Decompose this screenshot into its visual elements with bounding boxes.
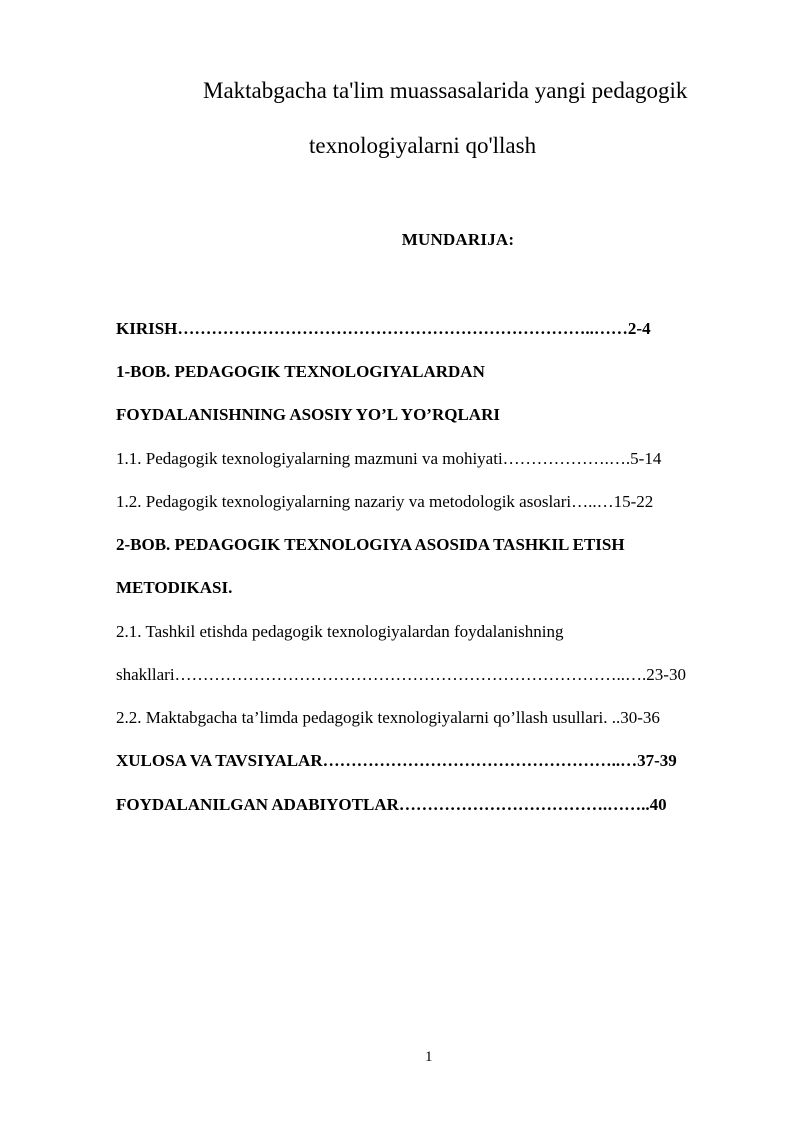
document-title-line-1: Maktabgacha ta'lim muassasalarida yangi pedagogik <box>203 78 688 103</box>
toc-entry-section-2-2: 2.2. Maktabgacha ta’limda pedagogik texnologiyalarni qo’llash usullari. ..30-36 <box>116 708 660 727</box>
page-number: 1 <box>425 1049 433 1065</box>
toc-entry-chapter-2-line-1: 2-BOB. PEDAGOGIK TEXNOLOGIYA ASOSIDA TASHKIL ETISH <box>116 535 625 554</box>
toc-entry-section-1-1: 1.1. Pedagogik texnologiyalarning mazmuni va mohiyati……………….….5-14 <box>116 449 662 468</box>
toc-entry-conclusions: XULOSA VA TAVSIYALAR……………………………………………..…37-39 <box>116 751 677 770</box>
toc-entry-section-2-1-line-2: shakllari……………………………………………………………………..….23-30 <box>116 665 686 684</box>
toc-entry-section-2-1-line-1: 2.1. Tashkil etishda pedagogik texnologiyalardan foydalanishning <box>116 622 564 641</box>
toc-entry-kirish: KIRISH………………………………………………………………..……2-4 <box>116 319 651 338</box>
toc-entry-section-1-2: 1.2. Pedagogik texnologiyalarning nazariy va metodologik asoslari…..…15-22 <box>116 492 654 511</box>
toc-heading: MUNDARIJA: <box>401 230 515 249</box>
toc-entry-references: FOYDALANILGAN ADABIYOTLAR……………………………….……..40 <box>116 795 667 814</box>
document-title-line-2: texnologiyalarni qo'llash <box>309 133 537 158</box>
toc-entry-chapter-2-line-2: METODIKASI. <box>116 578 233 597</box>
toc-entry-chapter-1-line-2: FOYDALANISHNING ASOSIY YO’L YO’RQLARI <box>116 405 500 424</box>
toc-entry-chapter-1-line-1: 1-BOB. PEDAGOGIK TEXNOLOGIYALARDAN <box>116 362 485 381</box>
